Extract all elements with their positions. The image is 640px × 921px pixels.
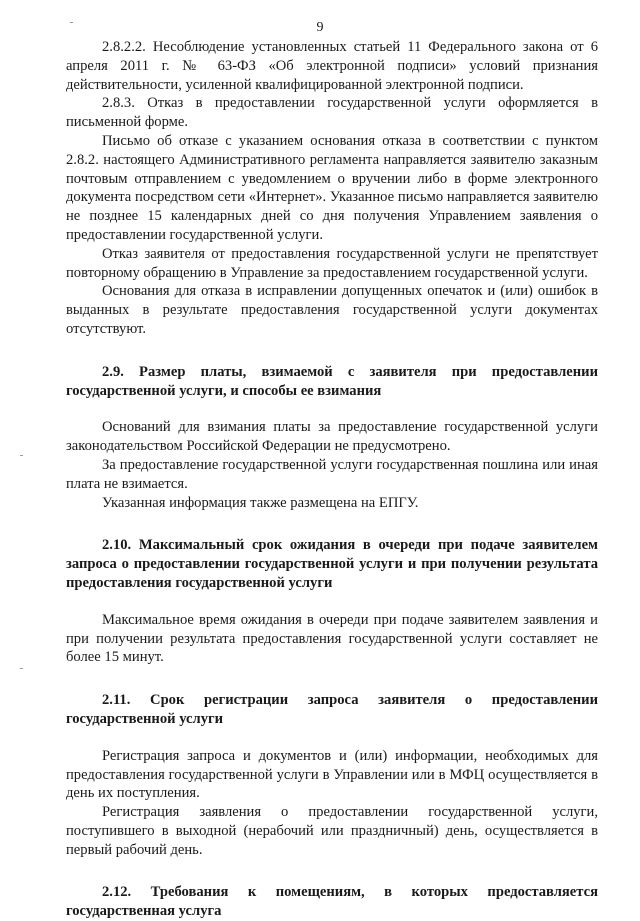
section-heading-2-11: 2.11. Срок регистрации запроса заявителя о предоставлении государственной услуги — [66, 692, 598, 727]
paragraph-fee-grounds: Оснований для взимания платы за предоставление государственной услуги законодательством Российской Федерации не предусмотрено. — [66, 419, 598, 455]
paragraph-refusal-applicant: Отказ заявителя от предоставления государственной услуги не препятствует повторному обращению в Управление за предоставлением государственной услуги. — [66, 245, 598, 281]
scan-mark — [20, 668, 23, 669]
paragraph-correction-grounds: Основания для отказа в исправлении допущенных опечаток и (или) ошибок в выданных в результате предоставления государственной услуги документах отсутствуют. — [66, 283, 598, 337]
page-number: 9 — [316, 20, 324, 35]
paragraph-registration-holiday: Регистрация заявления о предоставлении государственной услуги, поступившего в выходной (нерабочий или праздничный) день, осуществляется в первый рабочий день. — [66, 804, 598, 858]
paragraph-wait-time: Максимальное время ожидания в очереди при подаче заявителем заявления и при получении результата предоставления государственной услуги составляет не более 15 минут. — [66, 611, 598, 666]
paragraph-refusal-letter: Письмо об отказе с указанием основания отказа в соответствии с пунктом 2.8.2. настоящего Административного регламента направляется заявителю заказным почтовым отправлением с уведомлением о вручении либо в форме электронного документа посредством сети «Интернет». Указанное письмо направляется заявителю не позднее 15 календарных дней со дня получения Управлением заявления о предоставлении государственной услуги. — [66, 132, 598, 243]
paragraph-registration: Регистрация запроса и документов и (или) информации, необходимых для предоставления государственной услуги в Управлении или в МФЦ осуществляется в день их поступления. — [66, 747, 598, 802]
section-heading-2-12: 2.12. Требования к помещениям, в которых предоставляется государственная услуга — [66, 884, 598, 920]
scan-mark — [20, 455, 23, 456]
section-heading-2-10: 2.10. Максимальный срок ожидания в очереди при подаче заявителем запроса о предоставлении государственной услуги и при получении результата предоставления государственной услуги — [66, 537, 598, 591]
document-body — [66, 38, 598, 921]
paragraph-no-fee: За предоставление государственной услуги государственная пошлина или иная плата не взимается. — [66, 456, 598, 492]
paragraph-epgu: Указанная информация также размещена на ЕПГУ. — [102, 494, 419, 511]
paragraph-2-8-3: 2.8.3. Отказ в предоставлении государственной услуги оформляется в письменной форме. — [66, 95, 598, 131]
paragraph-2-8-2-2: 2.8.2.2. Несоблюдение установленных статьей 11 Федерального закона от 6 апреля 2011 г. № 63-ФЗ «Об электронной подписи» условий признания действительности, усиленной квалифицированной электронной подписи. — [66, 39, 598, 93]
section-heading-2-9: 2.9. Размер платы, взимаемой с заявителя при предоставлении государственной услуги, и способы ее взимания — [66, 363, 598, 399]
